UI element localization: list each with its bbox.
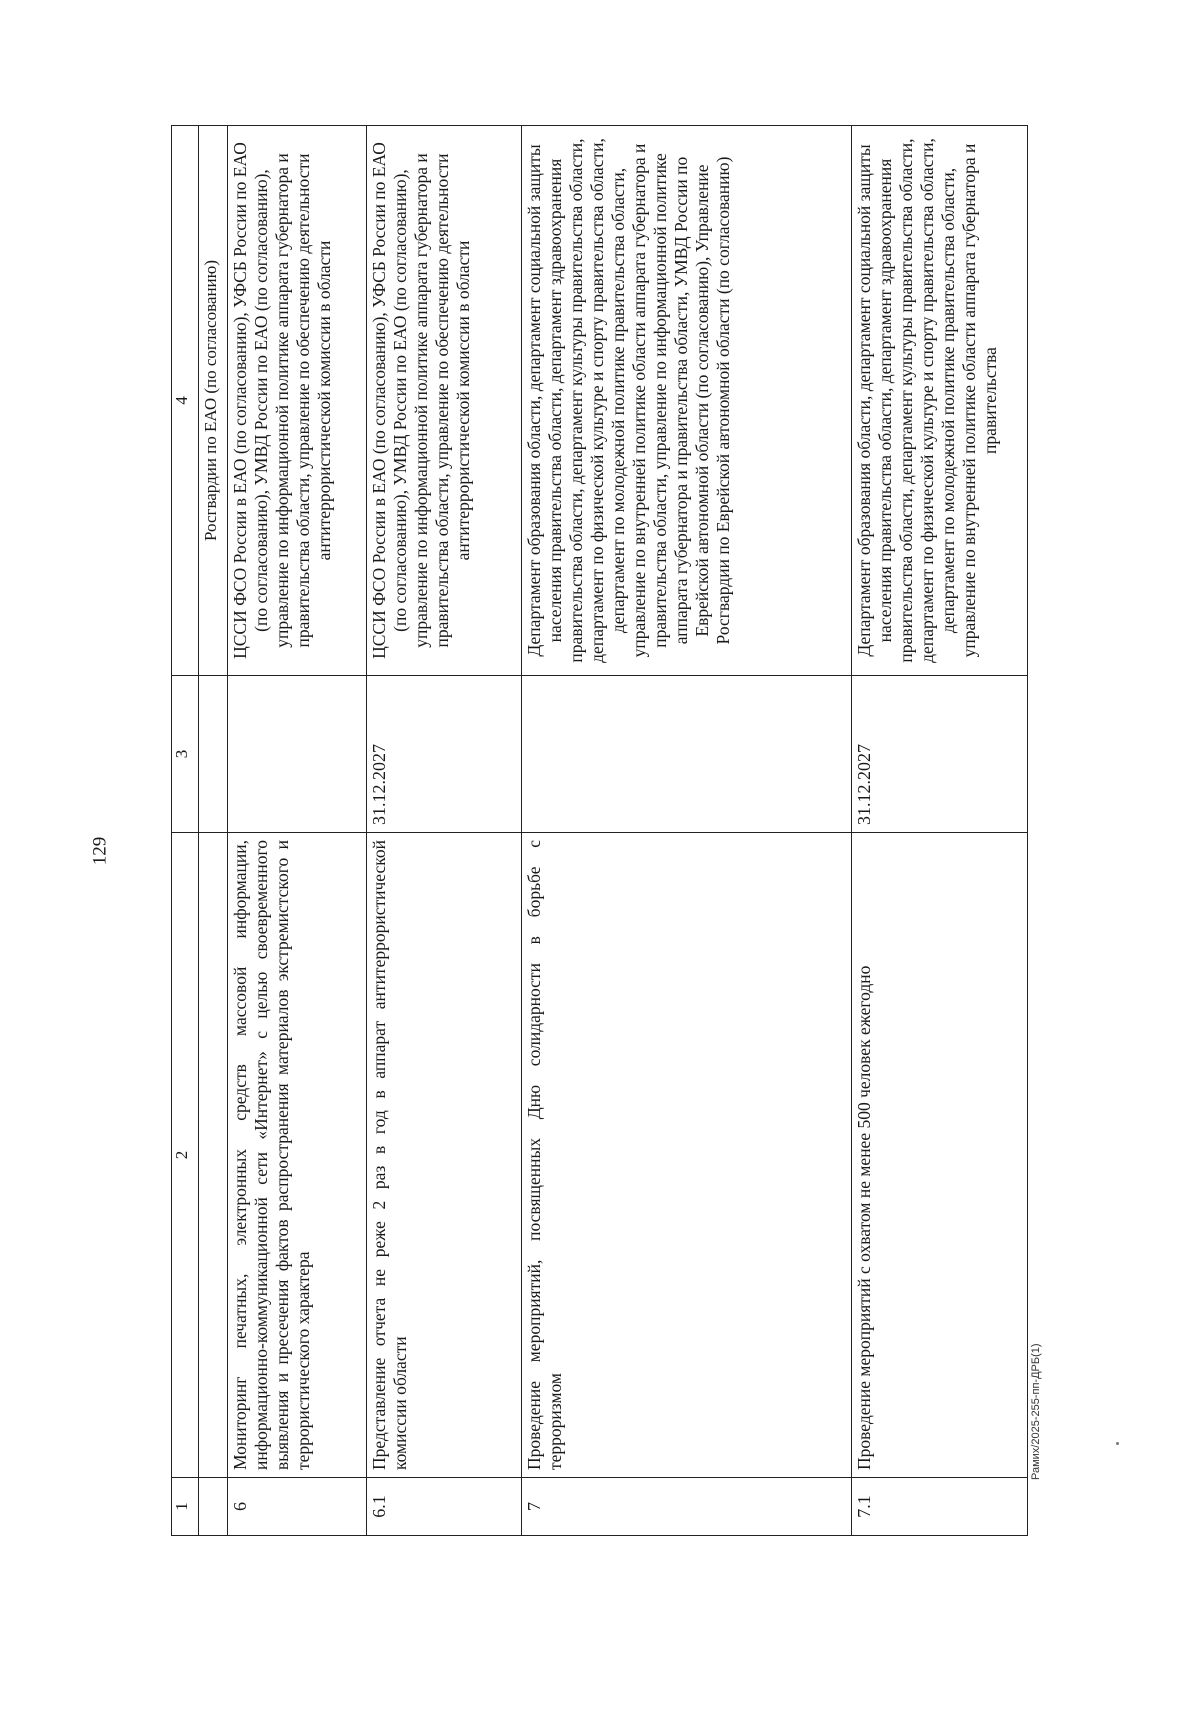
row-executors: Департамент образования области, департамент социальной защиты населения правительства области, департамент здравоохранения правительства области, департамент культуры правительства области, департамент по физической культуре и спорту правительства области, департамент по молодежной политике правительства области, управление по внутренней политике области аппарата губернатора и правительства области, управление по информационной политике аппарата губернатора и правительства области, УМВД России по Еврейской автономной области (по согласованию), Управление Росгвардии по Еврейской автономной области (по согласованию) — [522, 126, 852, 676]
row-executors: ЦССИ ФСО России в ЕАО (по согласованию), УФСБ России по ЕАО (по согласованию), УМВД России по ЕАО (по согласованию), управление по информационной политике аппарата губернатора и правительства области, управление по обеспечению деятельности антитеррористической комиссии в области — [367, 126, 522, 676]
header-col-2: 2 — [172, 833, 199, 1478]
row-description: Проведение мероприятий с охватом не менее 500 человек ежегодно — [852, 833, 1028, 1478]
row-deadline — [228, 676, 367, 833]
row-deadline — [522, 676, 852, 833]
table-row — [522, 126, 852, 1536]
row-deadline: 31.12.2027 — [367, 676, 522, 833]
row-description: Проведение мероприятий, посвященных Дню солидарности в борьбе с терроризмом — [522, 833, 852, 1478]
scan-speck — [1116, 1442, 1119, 1445]
continuation-blank — [199, 676, 228, 833]
plan-table — [171, 125, 1028, 1536]
row-number: 6 — [228, 1478, 367, 1536]
header-col-1: 1 — [172, 1478, 199, 1536]
continuation-blank — [199, 1478, 228, 1536]
footer-code-text: Рамих/2025-255-пп-ДРБ(1) — [1030, 1343, 1042, 1480]
row-number: 7.1 — [852, 1478, 1028, 1536]
row-number: 6.1 — [367, 1478, 522, 1536]
table-row — [228, 126, 367, 1536]
row-description: Представление отчета не реже 2 раз в год в аппарат антитеррористической комиссии области — [367, 833, 522, 1478]
row-deadline: 31.12.2027 — [852, 676, 1028, 833]
table-row — [367, 126, 522, 1536]
table-header-row — [172, 126, 199, 1536]
continuation-text: Росгвардии по ЕАО (по согласованию) — [199, 126, 228, 676]
row-executors: ЦССИ ФСО России в ЕАО (по согласованию), УФСБ России по ЕАО (по согласованию), УМВД России по ЕАО (по согласованию), управление по информационной политике аппарата губернатора и правительства области, управление по обеспечению деятельности антитеррористической комиссии в области — [228, 126, 367, 676]
header-col-3: 3 — [172, 676, 199, 833]
table-row — [852, 126, 1028, 1536]
rotated-table-container — [171, 126, 1019, 1536]
page-number: 129 — [89, 836, 111, 866]
continuation-blank — [199, 833, 228, 1478]
row-description: Мониторинг печатных, электронных средств массовой информации, информационно-коммуникационной сети «Интернет» с целью своевременного выявления и пресечения фактов распространения материалов экстремистского и террористического характера — [228, 833, 367, 1478]
row-executors: Департамент образования области, департамент социальной защиты населения правительства области, департамент здравоохранения правительства области, департамент культуры правительства области, департамент по физической культуре и спорту правительства области, департамент по молодежной политике правительства области, управление по внутренней политике области аппарата губернатора и правительства — [852, 126, 1028, 676]
continuation-row — [199, 126, 228, 1536]
header-col-4: 4 — [172, 126, 199, 676]
row-number: 7 — [522, 1478, 852, 1536]
